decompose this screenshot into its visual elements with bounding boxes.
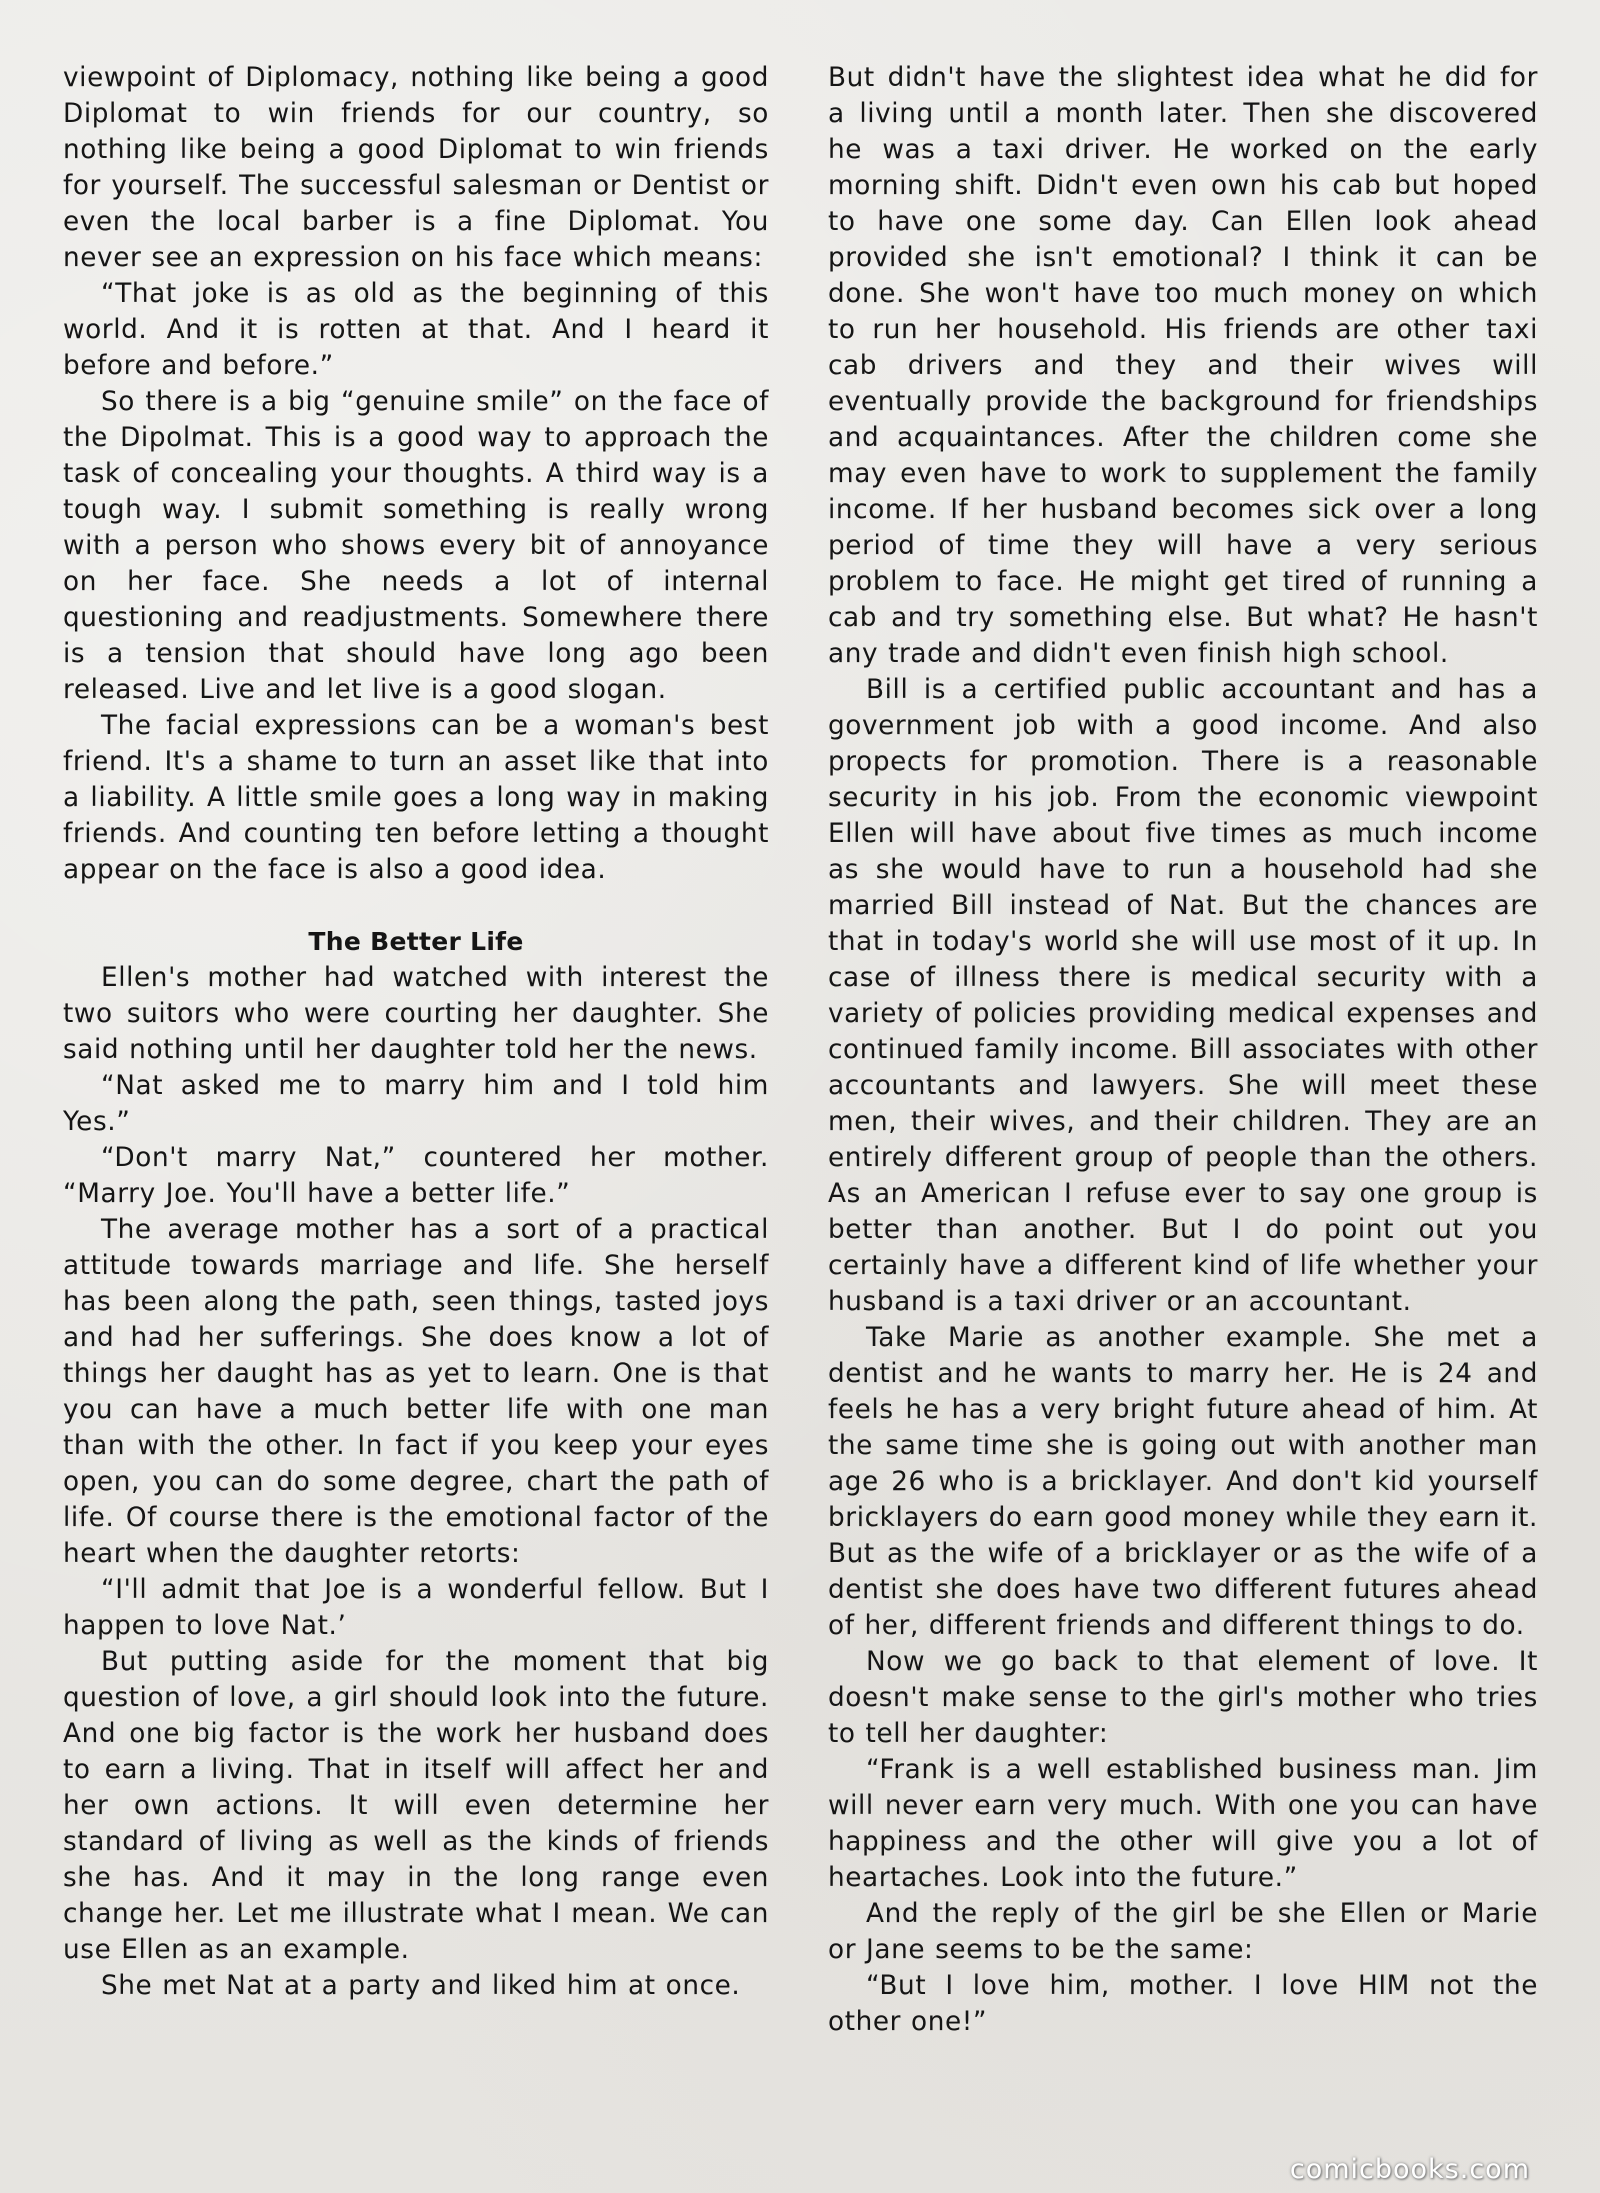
paragraph: “That joke is as old as the beginning of this world. And it is rotten at that. And I heard it before and before.” bbox=[63, 279, 769, 381]
paragraph: So there is a big “genuine smile” on the face of the Dipolmat. This is a good way to approach the task of concealing your thoughts. A third way is a tough way. I submit something is really wrong with a person who shows every bit of annoyance on her face. She needs a lot of internal questioning and readjustments. Somewhere there is a tension that should have long ago been released. Live and let live is a good slogan. bbox=[63, 387, 769, 705]
paragraph: And the reply of the girl be she Ellen or Marie or Jane seems to be the same: bbox=[828, 1899, 1538, 1965]
paragraph: But putting aside for the moment that big question of love, a girl should look into the future. And one big factor is the work her husband does to earn a living. That in itself will affect her and her own actions. It will even determine her standard of living as well as the kinds of friends she has. And it may in the long range even change her. Let me illustrate what I mean. We can use Ellen as an example. bbox=[63, 1647, 769, 1965]
paragraph: But didn't have the slightest idea what he did for a living until a month later. Then she discovered he was a taxi driver. He worked on the early morning shift. Didn't even own his cab but hoped to have one some day. Can Ellen look ahead provided she isn't emotional? I think it can be done. She won't have too much money on which to run her household. His friends are other taxi cab drivers and they and their wives will eventually provide the background for friendships and acquaintances. After the children come she may even have to work to supplement the family income. If her husband becomes sick over a long period of time they will have a very serious problem to face. He might get tired of running a cab and try something else. But what? He hasn't any trade and didn't even finish high school. bbox=[828, 63, 1538, 669]
watermark: comicbooks.com bbox=[1289, 2154, 1530, 2185]
paragraph: “Nat asked me to marry him and I told him Yes.” bbox=[63, 1071, 769, 1137]
paragraph: The facial expressions can be a woman's best friend. It's a shame to turn an asset like that into a liability. A little smile goes a long way in making friends. And counting ten before letting a thought appear on the face is also a good idea. bbox=[63, 711, 769, 885]
paragraph: Now we go back to that element of love. It doesn't make sense to the girl's mother who tries to tell her daughter: bbox=[828, 1647, 1538, 1749]
paragraph: “Frank is a well established business man. Jim will never earn very much. With one you can have happiness and the other will give you a lot of heartaches. Look into the future.” bbox=[828, 1755, 1538, 1893]
paragraph: Bill is a certified public accountant and has a government job with a good income. And also propects for promotion. There is a reasonable security in his job. From the economic viewpoint Ellen will have about five times as much income as she would have to run a household had she married Bill instead of Nat. But the chances are that in today's world she will use most of it up. In case of illness there is medical security with a variety of policies providing medical expenses and continued family income. Bill associates with other accountants and lawyers. She will meet these men, their wives, and their children. They are an entirely different group of people than the others. As an American I refuse ever to say one group is better than another. But I do point out you certainly have a different kind of life whether your husband is a taxi driver or an accountant. bbox=[828, 675, 1538, 1317]
section-heading: The Better Life bbox=[308, 927, 524, 956]
paragraph: Ellen's mother had watched with interest the two suitors who were courting her daughter. She said nothing until her daughter told her the news. bbox=[63, 963, 769, 1065]
paragraph: “But I love him, mother. I love HIM not the other one!” bbox=[828, 1971, 1538, 2037]
paragraph: viewpoint of Diplomacy, nothing like being a good Diplomat to win friends for our country, so nothing like being a good Diplomat to win friends for yourself. The successful salesman or Dentist or even the local barber is a fine Diplomat. You never see an expression on his face which means: bbox=[63, 63, 769, 273]
paragraph: The average mother has a sort of a practical attitude towards marriage and life. She herself has been along the path, seen things, tasted joys and had her sufferings. She does know a lot of things her daught has as yet to learn. One is that you can have a much better life with one man than with the other. In fact if you keep your eyes open, you can do some degree, chart the path of life. Of course there is the emotional factor of the heart when the daughter retorts: bbox=[63, 1215, 769, 1569]
right-column bbox=[828, 60, 1538, 2040]
left-column bbox=[63, 60, 769, 2004]
paragraph: Take Marie as another example. She met a dentist and he wants to marry her. He is 24 and feels he has a very bright future ahead of him. At the same time she is going out with another man age 26 who is a bricklayer. And don't kid yourself bricklayers do earn good money while they earn it. But as the wife of a bricklayer or as the wife of a dentist she does have two different futures ahead of her, different friends and different things to do. bbox=[828, 1323, 1538, 1641]
paragraph: “Don't marry Nat,” countered her mother. “Marry Joe. You'll have a better life.” bbox=[63, 1143, 769, 1209]
paragraph: “I'll admit that Joe is a wonderful fellow. But I happen to love Nat.’ bbox=[63, 1575, 769, 1641]
paragraph: She met Nat at a party and liked him at once. bbox=[101, 1971, 741, 2001]
